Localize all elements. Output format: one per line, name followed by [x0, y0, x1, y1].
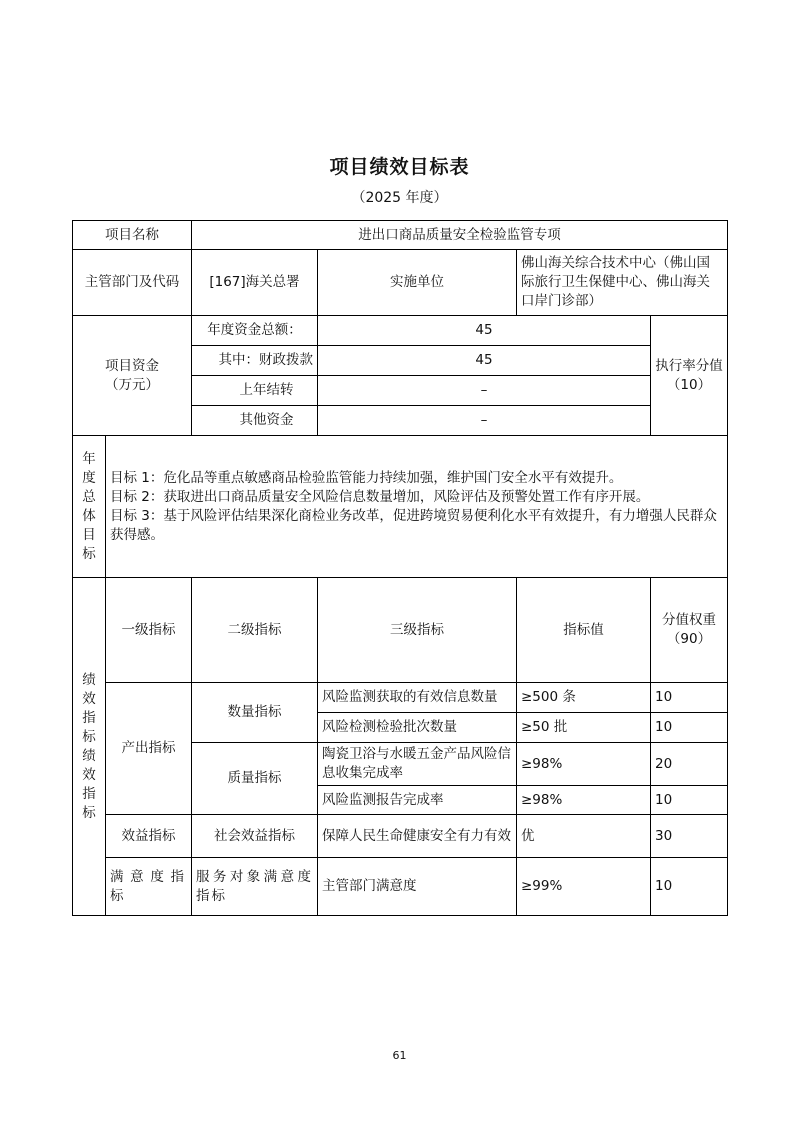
value-cell: ≥500 条: [517, 683, 651, 713]
project-name-label: 项目名称: [73, 221, 192, 250]
dept-value: [167]海关总署: [192, 250, 318, 316]
funds-total-value: 45: [318, 316, 651, 346]
exec-rate-label: 执行率分值（10）: [651, 316, 728, 436]
annual-goals-content: [106, 436, 728, 578]
indicators-side-label: 绩效指标绩效指标: [73, 578, 106, 916]
level3-cell: 主管部门满意度: [318, 858, 517, 916]
weight-cell: 10: [651, 858, 728, 916]
level3-cell: 风险监测报告完成率: [318, 786, 517, 815]
social-benefit-label: 社会效益指标: [192, 815, 318, 858]
impl-unit-label: 实施单位: [318, 250, 517, 316]
goal-item: 目标 1：危化品等重点敏感商品检验监管能力持续加强，维护国门安全水平有效提升。: [110, 469, 623, 486]
funds-other-label: 其他资金: [192, 406, 318, 436]
header-level3: 三级指标: [318, 578, 517, 683]
goal-item: 目标 3：基于风险评估结果深化商检业务改革，促进跨境贸易便利化水平有效提升，有力增强人民群众获得感。: [110, 507, 717, 543]
weight-cell: 10: [651, 786, 728, 815]
impl-unit-value: 佛山海关综合技术中心（佛山国际旅行卫生保健中心、佛山海关口岸门诊部）: [517, 250, 728, 316]
service-satisfaction-label: 服务对象满意度指标: [192, 858, 318, 916]
level3-cell: 风险监测获取的有效信息数量: [318, 683, 517, 713]
level3-cell: 风险检测检验批次数量: [318, 713, 517, 743]
project-name-value: 进出口商品质量安全检验监管专项: [192, 221, 728, 250]
funds-total-label: 年度资金总额：: [192, 316, 318, 346]
header-level1: 一级指标: [106, 578, 192, 683]
funds-fiscal-value: 45: [318, 346, 651, 376]
document-year: （2025 年度）: [351, 190, 448, 206]
funds-other-value: –: [318, 406, 651, 436]
value-cell: ≥99%: [517, 858, 651, 916]
funds-carryover-value: –: [318, 376, 651, 406]
page-number: 61: [392, 1049, 407, 1062]
value-cell: ≥98%: [517, 743, 651, 786]
value-cell: ≥98%: [517, 786, 651, 815]
document-title: 项目绩效目标表: [329, 156, 470, 178]
quantity-indicator-label: 数量指标: [192, 683, 318, 743]
funds-label: 项目资金（万元）: [73, 316, 192, 436]
weight-cell: 30: [651, 815, 728, 858]
goal-item: 目标 2：获取进出口商品质量安全风险信息数量增加，风险评估及预警处置工作有序开展。: [110, 488, 650, 505]
benefit-indicator-label: 效益指标: [106, 815, 192, 858]
funds-fiscal-label: 其中：财政拨款: [192, 346, 318, 376]
quality-indicator-label: 质量指标: [192, 743, 318, 815]
dept-label: 主管部门及代码: [73, 250, 192, 316]
weight-cell: 10: [651, 713, 728, 743]
level3-cell: 陶瓷卫浴与水暖五金产品风险信息收集完成率: [318, 743, 517, 786]
header-value: 指标值: [517, 578, 651, 683]
annual-goals-label: 年度总体目标: [73, 436, 106, 578]
weight-cell: 20: [651, 743, 728, 786]
funds-carryover-label: 上年结转: [192, 376, 318, 406]
weight-cell: 10: [651, 683, 728, 713]
level3-cell: 保障人民生命健康安全有力有效: [318, 815, 517, 858]
output-indicator-label: 产出指标: [106, 683, 192, 815]
satisfaction-indicator-label: 满意度指标: [106, 858, 192, 916]
header-level2: 二级指标: [192, 578, 318, 683]
header-weight: 分值权重（90）: [651, 578, 728, 683]
value-cell: 优: [517, 815, 651, 858]
value-cell: ≥50 批: [517, 713, 651, 743]
performance-table: [72, 220, 728, 916]
